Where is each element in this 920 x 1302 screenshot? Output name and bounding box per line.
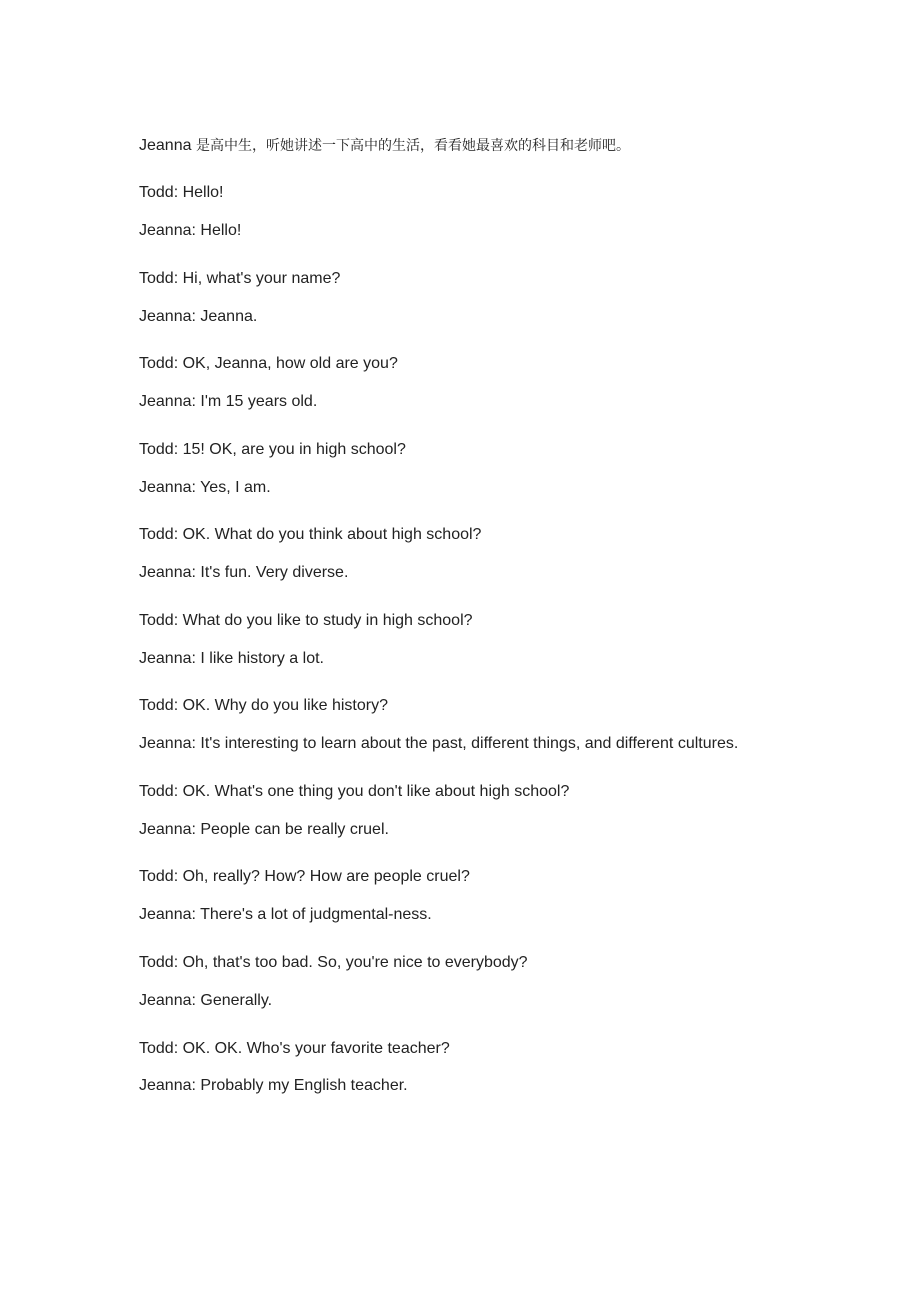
- dialogue-line-jeanna: Jeanna: I'm 15 years old.: [139, 393, 318, 410]
- dialogue-line-jeanna: Jeanna: There's a lot of judgmental-ness.: [139, 906, 432, 923]
- intro-text: 是高中生，听她讲述一下高中的生活，看看她最喜欢的科目和老师吧。: [195, 138, 630, 154]
- dialogue-line-todd: Todd: OK, Jeanna, how old are you?: [139, 355, 398, 372]
- intro-paragraph: [139, 136, 630, 156]
- dialogue-line-todd: Todd: Hi, what's your name?: [139, 270, 341, 287]
- dialogue-line-jeanna: Jeanna: Hello!: [139, 222, 242, 239]
- dialogue-line-todd: Todd: Hello!: [139, 184, 224, 201]
- dialogue-line-jeanna: Jeanna: Probably my English teacher.: [139, 1077, 408, 1094]
- dialogue-line-todd: Todd: Oh, really? How? How are people cruel?: [139, 868, 470, 885]
- dialogue-line-todd: Todd: OK. OK. Who's your favorite teacher?: [139, 1040, 450, 1057]
- dialogue-line-jeanna: Jeanna: Generally.: [139, 992, 273, 1009]
- dialogue-line-todd: Todd: OK. Why do you like history?: [139, 697, 388, 714]
- dialogue-line-todd: Todd: What do you like to study in high school?: [139, 612, 473, 629]
- dialogue-line-todd: Todd: OK. What's one thing you don't like about high school?: [139, 783, 570, 800]
- dialogue-line-jeanna: Jeanna: Yes, I am.: [139, 479, 271, 496]
- dialogue-line-jeanna: Jeanna: It's fun. Very diverse.: [139, 564, 349, 581]
- dialogue-line-jeanna: Jeanna: I like history a lot.: [139, 650, 324, 667]
- dialogue-line-jeanna: Jeanna: People can be really cruel.: [139, 821, 389, 838]
- dialogue-line-todd: Todd: 15! OK, are you in high school?: [139, 441, 406, 458]
- dialogue-line-todd: Todd: OK. What do you think about high school?: [139, 526, 482, 543]
- dialogue-line-todd: Todd: Oh, that's too bad. So, you're nice to everybody?: [139, 954, 528, 971]
- intro-name: Jeanna: [139, 137, 192, 154]
- dialogue-line-jeanna: Jeanna: It's interesting to learn about the past, different things, and different cultures.: [139, 735, 739, 752]
- dialogue-line-jeanna: Jeanna: Jeanna.: [139, 308, 258, 325]
